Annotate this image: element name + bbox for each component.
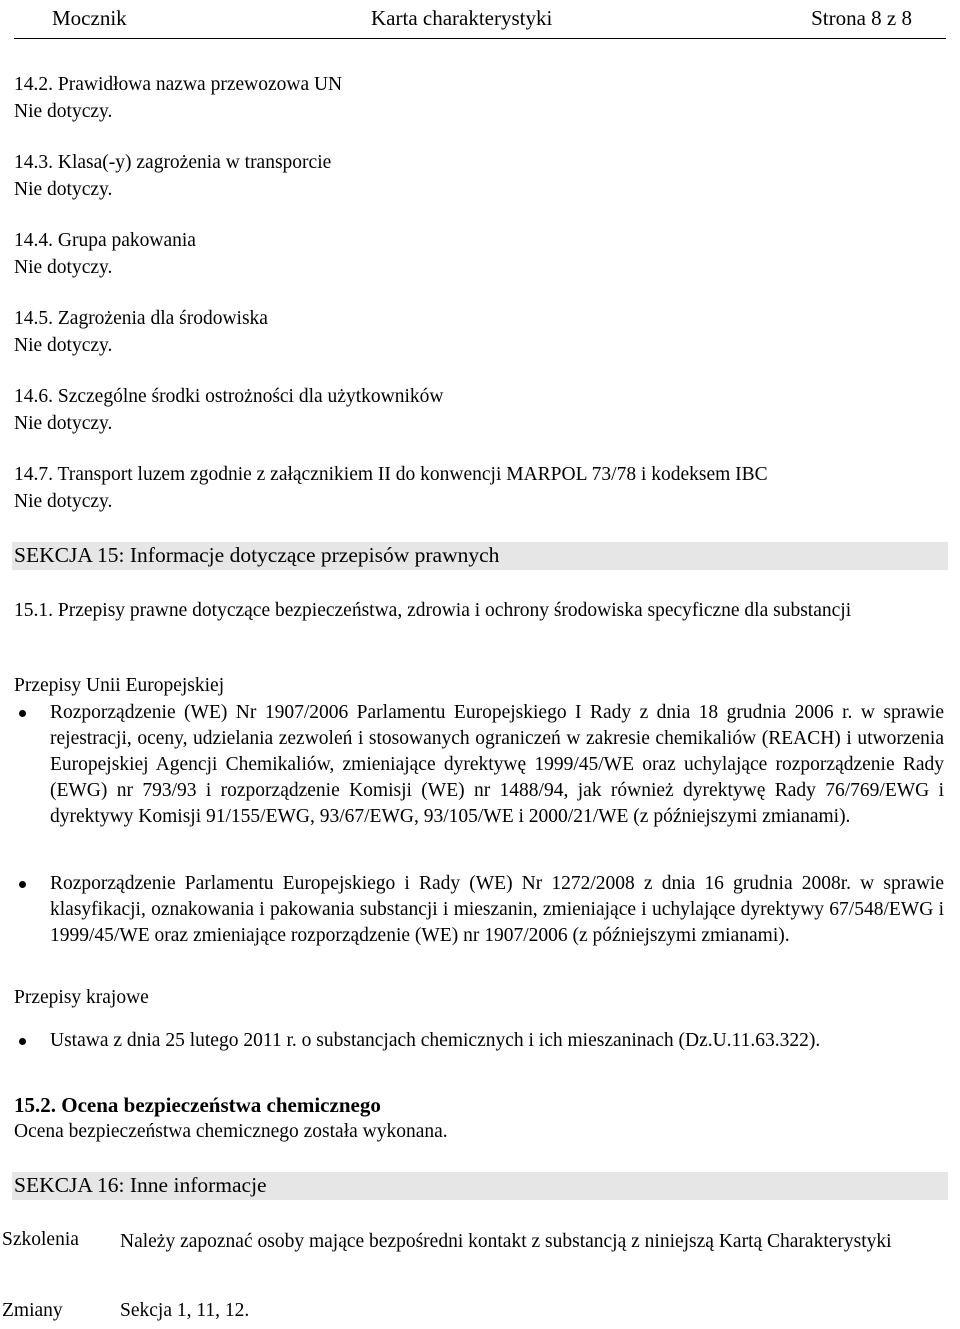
info-row-label: Szkolenia xyxy=(2,1229,79,1250)
info-row-value: Należy zapoznać osoby mające bezpośredni kontakt z substancją z niniejszą Kartą Charakterystyki xyxy=(120,1231,892,1252)
subsection-title: 14.6. Szczególne środki ostrożności dla użytkowników xyxy=(14,386,444,407)
page-header xyxy=(14,0,946,39)
subsection-value: Nie dotyczy. xyxy=(14,179,113,200)
subsection-15-2-title: 15.2. Ocena bezpieczeństwa chemicznego xyxy=(14,1093,381,1117)
subsection-value: Nie dotyczy. xyxy=(14,257,113,278)
eu-regulation-item: Rozporządzenie Parlamentu Europejskiego i Rady (WE) Nr 1272/2008 z dnia 16 grudnia 2008r. w sprawie klasyfikacji, oznakowania i pakowania substancji i mieszanin, zmieniające i uchylające dyrektywy 67/548/EWG i 1999/45/WE oraz zmieniające rozporządzenie (WE) nr 1907/2006 (z późniejszymi zmianami). xyxy=(50,873,944,946)
section-16-header xyxy=(12,1172,948,1200)
header-page-number: Strona 8 z 8 xyxy=(811,6,912,30)
subsection-value: Nie dotyczy. xyxy=(14,101,113,122)
section-15-title: SEKCJA 15: Informacje dotyczące przepisów prawnych xyxy=(14,543,500,567)
subsection-title: 14.5. Zagrożenia dla środowiska xyxy=(14,308,268,329)
info-row-value: Sekcja 1, 11, 12. xyxy=(120,1300,250,1321)
subsection-title: 14.7. Transport luzem zgodnie z załącznikiem II do konwencji MARPOL 73/78 i kodeksem IBC xyxy=(14,464,768,485)
bullet-icon xyxy=(19,710,26,717)
header-product-name: Mocznik xyxy=(52,6,127,30)
info-row-label: Zmiany xyxy=(2,1300,63,1321)
eu-regulation-item: Rozporządzenie (WE) Nr 1907/2006 Parlamentu Europejskiego I Rady z dnia 18 grudnia 2006 r. w sprawie rejestracji, oceny, udzielania zezwoleń i stosowanych ograniczeń w zakresie chemikaliów (REACH) i utworzenia Europejskiej Agencji Chemikaliów, zmieniające dyrektywę 1999/45/WE oraz uchylające rozporządzenie Rady (EWG) nr 793/93 i rozporządzenie Komisji (WE) nr 1488/94, jak również dyrektywę Rady 76/769/EWG i dyrektywy Komisji 91/155/EWG, 93/67/EWG, 93/105/WE i 2000/21/WE (z późniejszymi zmianami). xyxy=(50,702,944,827)
section-15-header xyxy=(12,542,948,570)
national-regulation-item: Ustawa z dnia 25 lutego 2011 r. o substancjach chemicznych i ich mieszaninach (Dz.U.11.63.322). xyxy=(50,1030,821,1051)
subsection-15-2-text: Ocena bezpieczeństwa chemicznego została wykonana. xyxy=(14,1121,448,1142)
subsection-value: Nie dotyczy. xyxy=(14,491,113,512)
subsection-title: 14.3. Klasa(-y) zagrożenia w transporcie xyxy=(14,152,332,173)
national-regulations-heading: Przepisy krajowe xyxy=(14,987,149,1008)
header-doc-title: Karta charakterystyki xyxy=(371,6,553,30)
bullet-icon xyxy=(19,881,26,888)
bullet-icon xyxy=(19,1038,26,1045)
subsection-title: 14.4. Grupa pakowania xyxy=(14,230,196,251)
subsection-title: 14.2. Prawidłowa nazwa przewozowa UN xyxy=(14,74,343,95)
section-16-title: SEKCJA 16: Inne informacje xyxy=(14,1173,267,1197)
subsection-value: Nie dotyczy. xyxy=(14,335,113,356)
subsection-15-1-title: 15.1. Przepisy prawne dotyczące bezpieczeństwa, zdrowia i ochrony środowiska specyficzne dla substancji xyxy=(14,600,852,621)
eu-regulations-heading: Przepisy Unii Europejskiej xyxy=(14,675,225,696)
subsection-value: Nie dotyczy. xyxy=(14,413,113,434)
